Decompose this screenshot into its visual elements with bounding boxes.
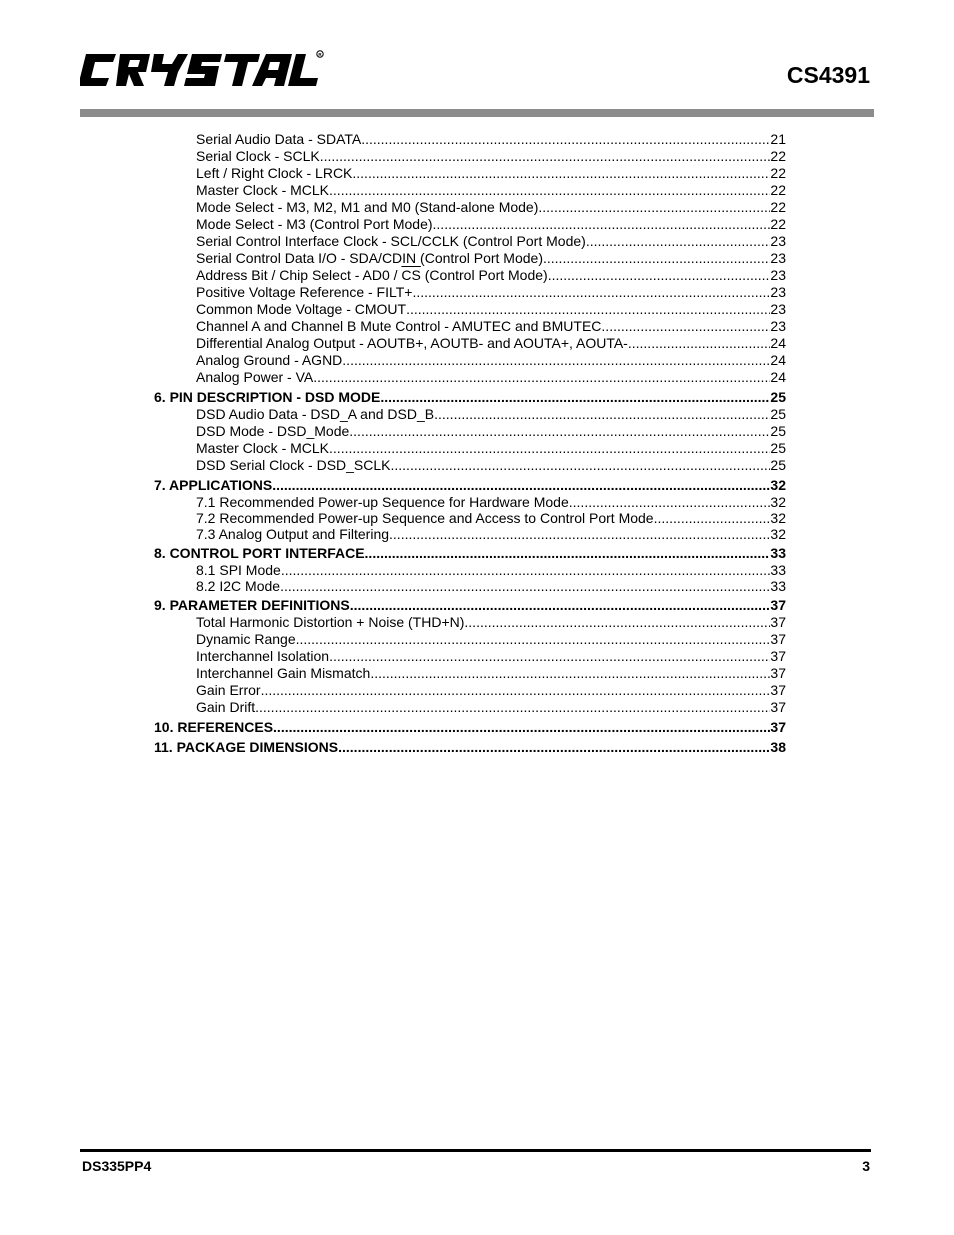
toc-entry-page: 25 — [770, 406, 786, 422]
toc-entry-page: 37 — [770, 719, 786, 735]
dot-leader — [329, 440, 770, 457]
toc-entry-title: Differential Analog Output - AOUTB+, AOUTB- and AOUTA+, AOUTA- — [196, 335, 628, 351]
dot-leader — [365, 545, 771, 562]
toc-entry[interactable] — [154, 562, 786, 578]
toc-entry[interactable] — [154, 457, 786, 474]
toc-entry[interactable] — [154, 648, 786, 665]
toc-entry-title: 8.1 SPI Mode — [196, 562, 281, 578]
toc-entry-page: 37 — [770, 597, 786, 613]
toc-entry-title: Left / Right Clock - LRCK — [196, 165, 353, 181]
dot-leader — [361, 131, 770, 148]
toc-entry-title: Dynamic Range — [196, 631, 296, 647]
toc-section-entry[interactable] — [154, 739, 786, 756]
toc-entry-title: Master Clock - MCLK — [196, 440, 330, 456]
dot-leader — [280, 578, 770, 594]
toc-entry-title: 8.2 I2C Mode — [196, 578, 281, 594]
toc-entry[interactable] — [154, 614, 786, 631]
toc-entry[interactable] — [154, 148, 786, 165]
toc-entry-title: Positive Voltage Reference - FILT+ — [196, 284, 413, 300]
dot-leader — [350, 597, 771, 614]
toc-entry-title: 11. PACKAGE DIMENSIONS — [154, 739, 339, 755]
toc-entry-title: 7.3 Analog Output and Filtering — [196, 526, 390, 542]
dot-leader — [433, 216, 771, 233]
toc-entry[interactable] — [154, 510, 786, 526]
toc-entry-page: 24 — [770, 352, 786, 368]
toc-entry[interactable] — [154, 182, 786, 199]
toc-entry-title: DSD Audio Data - DSD_A and DSD_B — [196, 406, 435, 422]
toc-entry[interactable] — [154, 199, 786, 216]
dot-leader — [313, 369, 770, 386]
toc-entry-page: 24 — [770, 335, 786, 351]
toc-entry-page: 37 — [770, 614, 786, 630]
toc-entry-title: 7.1 Recommended Power-up Sequence for Hardware Mode — [196, 494, 569, 510]
toc-entry-title-part: Address Bit / Chip Select - AD0 / — [196, 267, 402, 283]
toc-entry-title: Total Harmonic Distortion + Noise (THD+N) — [196, 614, 465, 630]
toc-entry-page: 25 — [770, 440, 786, 456]
dot-leader — [370, 665, 770, 682]
toc-entry-page: 38 — [770, 739, 786, 755]
toc-entry-page: 22 — [770, 199, 786, 215]
toc-entry-page: 37 — [770, 682, 786, 698]
toc-entry-page: 22 — [770, 182, 786, 198]
dot-leader — [329, 648, 770, 665]
table-of-contents — [154, 131, 786, 756]
toc-entry-title: Analog Ground - AGND — [196, 352, 343, 368]
dot-leader — [296, 631, 771, 648]
dot-leader — [628, 335, 771, 352]
dot-leader — [320, 148, 771, 165]
toc-section-entry[interactable] — [154, 719, 786, 736]
toc-entry-page: 33 — [770, 562, 786, 578]
toc-entry-title: Serial Audio Data - SDATA — [196, 131, 362, 147]
toc-entry-page: 37 — [770, 648, 786, 664]
toc-entry[interactable] — [154, 699, 786, 716]
toc-entry-page: 23 — [770, 267, 786, 283]
dot-leader — [352, 165, 770, 182]
toc-entry-title: Interchannel Isolation — [196, 648, 330, 664]
toc-entry-title: 10. REFERENCES — [154, 719, 274, 735]
dot-leader — [380, 389, 770, 406]
dot-leader — [272, 477, 770, 494]
crystal-logo — [80, 48, 325, 92]
toc-entry-page: 21 — [770, 131, 786, 147]
toc-entry-title: Common Mode Voltage - CMOUT — [196, 301, 407, 317]
dot-leader — [543, 250, 770, 267]
toc-entry-title: 7.2 Recommended Power-up Sequence and Access to Control Port Mode — [196, 510, 654, 526]
dot-leader — [338, 739, 770, 756]
dot-leader — [261, 682, 771, 699]
toc-section-entry[interactable] — [154, 545, 786, 562]
dot-leader — [389, 526, 770, 542]
toc-entry-page: 25 — [770, 389, 786, 405]
toc-entry[interactable] — [154, 352, 786, 369]
toc-entry[interactable] — [154, 335, 786, 352]
toc-entry-title: Gain Drift — [196, 699, 256, 715]
toc-entry-page: 22 — [770, 216, 786, 232]
toc-entry-page: 23 — [770, 301, 786, 317]
toc-entry[interactable] — [154, 682, 786, 699]
svg-text:R: R — [318, 52, 322, 57]
toc-entry-title: 6. PIN DESCRIPTION - DSD MODE — [154, 389, 381, 405]
footer-rule — [80, 1149, 871, 1152]
dot-leader — [273, 719, 770, 736]
document-id: DS335PP4 — [82, 1158, 152, 1174]
toc-entry-page: 22 — [770, 148, 786, 164]
toc-entry[interactable] — [154, 406, 786, 423]
page-number: 3 — [862, 1158, 870, 1174]
toc-entry[interactable] — [154, 494, 786, 510]
toc-entry-title — [196, 267, 548, 284]
dot-leader — [464, 614, 770, 631]
dot-leader — [601, 318, 770, 335]
toc-entry[interactable] — [154, 665, 786, 682]
toc-entry-page: 32 — [770, 477, 786, 493]
dot-leader — [342, 352, 770, 369]
toc-section-entry[interactable] — [154, 597, 786, 614]
toc-entry-page: 32 — [770, 510, 786, 526]
toc-entry[interactable] — [154, 216, 786, 233]
dot-leader — [569, 494, 771, 510]
toc-entry-page: 37 — [770, 665, 786, 681]
toc-section-entry[interactable] — [154, 477, 786, 494]
toc-entry-title: Interchannel Gain Mismatch — [196, 665, 371, 681]
toc-entry-page: 37 — [770, 631, 786, 647]
dot-leader — [349, 423, 770, 440]
toc-entry-title: 7. APPLICATIONS — [154, 477, 273, 493]
toc-entry-page: 33 — [770, 578, 786, 594]
toc-entry-title: 9. PARAMETER DEFINITIONS — [154, 597, 350, 613]
toc-entry-title: Mode Select - M3, M2, M1 and M0 (Stand-alone Mode) — [196, 199, 539, 215]
toc-entry[interactable] — [154, 301, 786, 318]
toc-entry[interactable] — [154, 369, 786, 386]
toc-entry-title-part: (Control Port Mode) — [420, 267, 548, 283]
toc-entry-page: 23 — [770, 250, 786, 266]
toc-entry-title: Serial Control Data I/O - SDA/CDIN (Control Port Mode) — [196, 250, 543, 266]
toc-entry-page: 33 — [770, 545, 786, 561]
header-rule — [80, 109, 874, 117]
toc-entry[interactable] — [154, 250, 786, 267]
dot-leader — [586, 233, 771, 250]
toc-entry[interactable] — [154, 165, 786, 182]
toc-entry-title: Serial Control Interface Clock - SCL/CCLK (Control Port Mode) — [196, 233, 586, 249]
toc-entry[interactable] — [154, 284, 786, 301]
dot-leader — [538, 199, 770, 216]
dot-leader — [548, 267, 771, 284]
dot-leader — [391, 457, 771, 474]
dot-leader — [255, 699, 770, 716]
toc-entry-title: Serial Clock - SCLK — [196, 148, 320, 164]
toc-entry-page: 22 — [770, 165, 786, 181]
toc-entry-page: 32 — [770, 494, 786, 510]
toc-entry-page: 37 — [770, 699, 786, 715]
dot-leader — [406, 301, 770, 318]
toc-entry-title: DSD Serial Clock - DSD_SCLK — [196, 457, 391, 473]
toc-entry-title: DSD Mode - DSD_Mode — [196, 423, 350, 439]
toc-entry-page: 23 — [770, 233, 786, 249]
toc-entry-page: 23 — [770, 284, 786, 300]
toc-section-entry[interactable] — [154, 389, 786, 406]
dot-leader — [281, 562, 771, 578]
toc-entry-title: Gain Error — [196, 682, 261, 698]
dot-leader — [654, 510, 771, 526]
part-number: CS4391 — [786, 62, 870, 88]
dot-leader — [329, 182, 770, 199]
toc-entry[interactable] — [154, 233, 786, 250]
toc-entry[interactable] — [154, 440, 786, 457]
toc-entry-page: 23 — [770, 318, 786, 334]
toc-entry[interactable] — [154, 631, 786, 648]
toc-entry-title: Analog Power - VA — [196, 369, 314, 385]
toc-entry-page: 32 — [770, 526, 786, 542]
toc-entry[interactable] — [154, 578, 786, 594]
toc-entry-page: 25 — [770, 423, 786, 439]
toc-entry[interactable] — [154, 318, 786, 335]
toc-entry[interactable] — [154, 131, 786, 148]
dot-leader — [434, 406, 770, 423]
toc-entry-title: 8. CONTROL PORT INTERFACE — [154, 545, 365, 561]
toc-entry-title: Channel A and Channel B Mute Control - AMUTEC and BMUTEC — [196, 318, 602, 334]
toc-entry-page: 25 — [770, 457, 786, 473]
toc-entry[interactable] — [154, 526, 786, 542]
toc-entry-title: Master Clock - MCLK — [196, 182, 330, 198]
toc-entry-page: 24 — [770, 369, 786, 385]
toc-entry-title: Mode Select - M3 (Control Port Mode) — [196, 216, 433, 232]
toc-entry-title-overline: $\overline{CS}$ — [401, 267, 421, 283]
toc-entry[interactable] — [154, 423, 786, 440]
dot-leader — [412, 284, 770, 301]
toc-entry[interactable] — [154, 267, 786, 284]
